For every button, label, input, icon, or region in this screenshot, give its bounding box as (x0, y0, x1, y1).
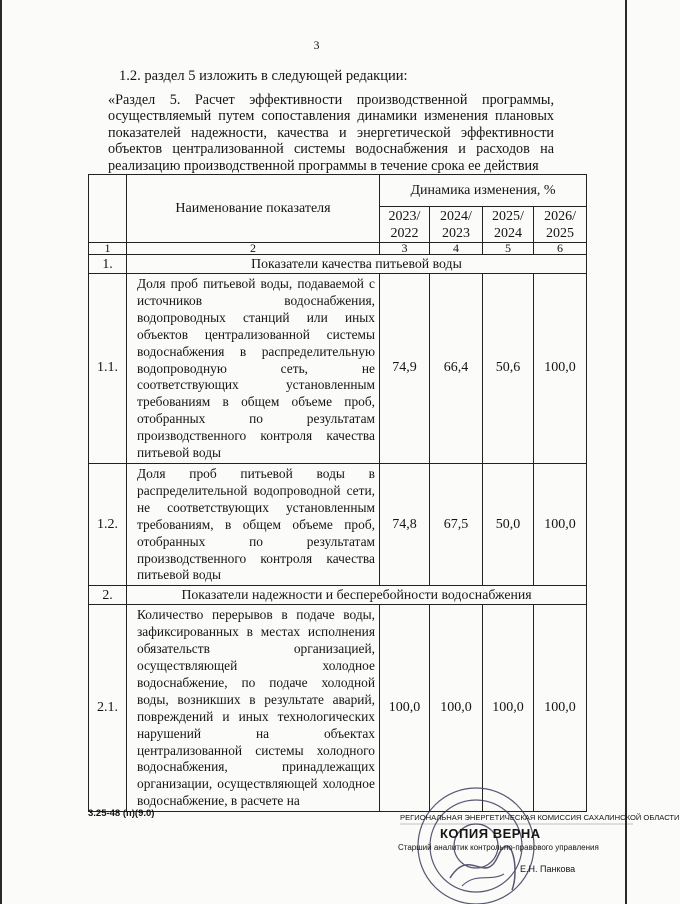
value-2024: 67,5 (430, 463, 483, 585)
value-2025: 50,0 (483, 463, 534, 585)
section-title: Показатели надежности и бесперебойности водоснабжения (127, 586, 587, 605)
row-description: Доля проб питьевой воды в распределительной водопроводной сети, не соответствующих установленным требованиям, в общем объеме проб, отобранных по результатам производственного контроля качества питьевой воды (127, 463, 380, 585)
document-code: 3.25-48 (п)(9.0) (88, 808, 155, 819)
value-2026: 100,0 (534, 605, 587, 812)
col-num-5: 5 (483, 243, 534, 255)
row-number: 1.1. (89, 274, 127, 464)
col-num-1: 1 (89, 243, 127, 255)
header-year-2023: 2023/ 2022 (380, 207, 430, 243)
header-year-2026: 2026/ 2025 (534, 207, 587, 243)
header-year-2025: 2025/ 2024 (483, 207, 534, 243)
stamp-org-line: РЕГИОНАЛЬНАЯ ЭНЕРГЕТИЧЕСКАЯ КОМИССИЯ САХАЛИНСКОЙ ОБЛАСТИ (400, 813, 680, 822)
header-row-1 (89, 175, 587, 207)
table-row-1-2 (89, 463, 587, 585)
section-number: 1. (89, 255, 127, 274)
value-2023: 74,8 (380, 463, 430, 585)
value-2025: 100,0 (483, 605, 534, 812)
page-number: 3 (313, 38, 320, 52)
column-number-row (89, 243, 587, 255)
table-row-2-1 (89, 605, 587, 812)
stamp-copy-title: КОПИЯ ВЕРНА (440, 826, 541, 841)
value-2023: 100,0 (380, 605, 430, 812)
stamp-role: Старший аналитик контрольно-правового управления (398, 843, 599, 852)
scan-edge-right (625, 0, 627, 904)
section-paragraph: «Раздел 5. Расчет эффективности производственной программы, осуществляемый путем сопоставления динамики изменения плановых показателей надежности, качества и энергетической эффективности объектов централизованной системы водоснабжения и расходов на реализацию производственной программы в течение срока ее действия (108, 92, 554, 174)
section-title: Показатели качества питьевой воды (127, 255, 587, 274)
header-num-cell (89, 175, 127, 243)
header-year-2024: 2024/ 2023 (430, 207, 483, 243)
col-num-6: 6 (534, 243, 587, 255)
header-dynamics-cell: Динамика изменения, % (380, 175, 587, 207)
value-2026: 100,0 (534, 274, 587, 464)
row-number: 1.2. (89, 463, 127, 585)
indicators-table (88, 174, 587, 812)
intro-line: 1.2. раздел 5 изложить в следующей редакции: (119, 68, 408, 84)
section-row-2 (89, 586, 587, 605)
scan-edge-left (0, 0, 2, 904)
table-row-1-1 (89, 274, 587, 464)
value-2024: 66,4 (430, 274, 483, 464)
header-name-cell: Наименование показателя (127, 175, 380, 243)
value-2024: 100,0 (430, 605, 483, 812)
value-2026: 100,0 (534, 463, 587, 585)
col-num-4: 4 (430, 243, 483, 255)
row-description: Количество перерывов в подаче воды, зафиксированных в местах исполнения обязательств организацией, осуществляющей холодное водоснабжение, по подаче холодной воды, возникших в результате аварий, повреждений и иных технологических нарушений на объектах централизованной системы холодного водоснабжения, принадлежащих организации, осуществляющей холодное водоснабжение, в расчете на (127, 605, 380, 812)
col-num-2: 2 (127, 243, 380, 255)
section-row-1 (89, 255, 587, 274)
stamp-name: Е.Н. Панкова (520, 864, 576, 874)
value-2023: 74,9 (380, 274, 430, 464)
section-number: 2. (89, 586, 127, 605)
col-num-3: 3 (380, 243, 430, 255)
value-2025: 50,6 (483, 274, 534, 464)
row-number: 2.1. (89, 605, 127, 812)
row-description: Доля проб питьевой воды, подаваемой с источников водоснабжения, водопроводных станций или иных объектов централизованной системы водоснабжения в распределительную водопроводную сеть, не соответствующих установленным требованиям в общем объеме проб, отобранных по результатам производственного контроля качества питьевой воды (127, 274, 380, 464)
